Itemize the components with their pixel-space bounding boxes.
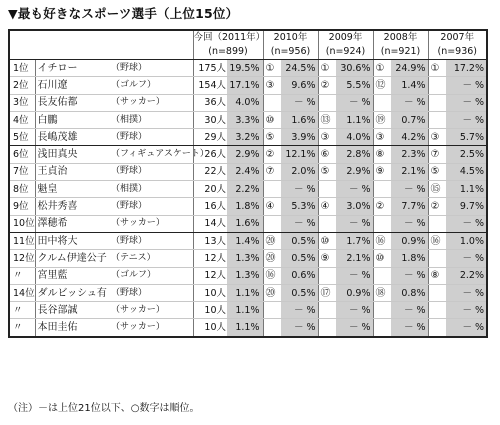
past-rank-cell [263, 302, 281, 319]
header-year-2010: 2010年 [263, 30, 318, 45]
table-row [9, 111, 487, 128]
rank-cell: 4位 [9, 111, 35, 128]
athlete-name: 王貞治 [35, 163, 111, 180]
past-percent-cell: 5.3% [281, 198, 318, 215]
past-rank-cell: ③ [373, 129, 391, 146]
past-rank-cell [373, 267, 391, 284]
percent-cell: 1.3% [227, 250, 263, 267]
past-rank-cell: ⑤ [318, 163, 336, 180]
past-percent-cell: － % [336, 267, 373, 284]
past-rank-cell: ④ [318, 198, 336, 215]
past-percent-cell: － % [281, 94, 318, 111]
past-percent-cell: 9.7% [446, 198, 487, 215]
sport-label: （ゴルフ） [111, 267, 193, 284]
athlete-name: イチロー [35, 60, 111, 77]
past-percent-cell: 2.1% [391, 163, 428, 180]
past-percent-cell: 0.5% [281, 250, 318, 267]
percent-cell: 19.5% [227, 60, 263, 77]
percent-cell: 2.4% [227, 163, 263, 180]
percent-cell: 1.6% [227, 215, 263, 232]
athlete-name: 松井秀喜 [35, 198, 111, 215]
percent-cell: 1.1% [227, 319, 263, 337]
header-blank-2 [9, 45, 193, 60]
table-title: ▼最も好きなスポーツ選手（上位15位） [8, 6, 239, 21]
percent-cell: 1.8% [227, 198, 263, 215]
athlete-name: クルム伊達公子 [35, 250, 111, 267]
past-rank-cell: ② [263, 146, 281, 163]
past-rank-cell: ⑮ [428, 181, 446, 198]
past-percent-cell: 3.0% [336, 198, 373, 215]
past-rank-cell [428, 77, 446, 94]
header-row-year [9, 30, 487, 45]
past-rank-cell: ① [263, 60, 281, 77]
past-rank-cell: ⑰ [318, 284, 336, 301]
past-percent-cell: － % [391, 302, 428, 319]
past-percent-cell: － % [446, 302, 487, 319]
ranking-table [8, 29, 488, 338]
past-percent-cell: － % [391, 181, 428, 198]
athlete-name: 長友佑都 [35, 94, 111, 111]
athlete-name: 長谷部誠 [35, 302, 111, 319]
past-rank-cell [428, 284, 446, 301]
athlete-name: 澤穂希 [35, 215, 111, 232]
athlete-name: 魁皇 [35, 181, 111, 198]
past-percent-cell: 0.5% [281, 232, 318, 249]
past-rank-cell: ③ [318, 129, 336, 146]
past-rank-cell [318, 267, 336, 284]
athlete-name: 宮里藍 [35, 267, 111, 284]
rank-cell: 3位 [9, 94, 35, 111]
footnote: （注）－は上位21位以下、○数字は順位。 [8, 403, 200, 414]
count-cell: 12人 [193, 267, 227, 284]
rank-cell: 〃 [9, 302, 35, 319]
past-rank-cell: ⑳ [263, 232, 281, 249]
past-percent-cell: 9.6% [281, 77, 318, 94]
percent-cell: 2.2% [227, 181, 263, 198]
past-rank-cell [373, 302, 391, 319]
header-current: 今回（2011年） [193, 32, 266, 43]
rank-cell: 1位 [9, 60, 35, 77]
table-row [9, 163, 487, 180]
header-n-2008: (n=921) [373, 45, 428, 60]
count-cell: 29人 [193, 129, 227, 146]
past-rank-cell [318, 181, 336, 198]
past-rank-cell [263, 215, 281, 232]
past-percent-cell: 4.2% [391, 129, 428, 146]
past-percent-cell: 2.5% [446, 146, 487, 163]
past-percent-cell: 12.1% [281, 146, 318, 163]
count-cell: 26人 [193, 146, 227, 163]
past-percent-cell: 0.8% [391, 284, 428, 301]
table-row [9, 181, 487, 198]
past-percent-cell: 24.9% [391, 60, 428, 77]
sport-label: （サッカー） [111, 319, 193, 337]
past-percent-cell: 1.1% [446, 181, 487, 198]
past-rank-cell: ⑱ [373, 284, 391, 301]
count-cell: 13人 [193, 232, 227, 249]
past-rank-cell: ⑨ [318, 250, 336, 267]
past-percent-cell: 2.1% [336, 250, 373, 267]
past-rank-cell [428, 302, 446, 319]
past-rank-cell: ③ [428, 129, 446, 146]
past-percent-cell: － % [446, 284, 487, 301]
past-percent-cell: － % [391, 319, 428, 337]
header-n-2007: (n=936) [428, 45, 487, 60]
count-cell: 36人 [193, 94, 227, 111]
count-cell: 22人 [193, 163, 227, 180]
rank-cell: 〃 [9, 267, 35, 284]
ranking-table-body [9, 60, 487, 337]
count-cell: 10人 [193, 302, 227, 319]
past-rank-cell: ⑨ [373, 163, 391, 180]
past-rank-cell: ③ [263, 77, 281, 94]
past-percent-cell: 2.3% [391, 146, 428, 163]
athlete-name: 石川遼 [35, 77, 111, 94]
rank-cell: 12位 [9, 250, 35, 267]
table-row [9, 129, 487, 146]
past-rank-cell [428, 319, 446, 337]
past-percent-cell: 4.0% [336, 129, 373, 146]
past-percent-cell: 0.9% [391, 232, 428, 249]
table-row [9, 302, 487, 319]
past-rank-cell: ⑤ [428, 163, 446, 180]
past-percent-cell: 4.5% [446, 163, 487, 180]
rank-cell: 7位 [9, 163, 35, 180]
percent-cell: 2.9% [227, 146, 263, 163]
past-percent-cell: 0.6% [281, 267, 318, 284]
past-rank-cell: ⑩ [318, 232, 336, 249]
past-percent-cell: 0.7% [391, 111, 428, 128]
past-rank-cell [318, 302, 336, 319]
header-blank [9, 30, 193, 45]
past-percent-cell: 0.9% [336, 284, 373, 301]
past-percent-cell: 1.0% [446, 232, 487, 249]
past-percent-cell: － % [281, 215, 318, 232]
past-rank-cell: ⑧ [373, 146, 391, 163]
athlete-name: ダルビッシュ有 [35, 284, 111, 301]
sport-label: （野球） [111, 198, 193, 215]
past-percent-cell: － % [446, 215, 487, 232]
past-rank-cell [318, 94, 336, 111]
past-percent-cell: － % [336, 302, 373, 319]
past-percent-cell: 24.5% [281, 60, 318, 77]
past-rank-cell: ⑦ [428, 146, 446, 163]
percent-cell: 1.3% [227, 267, 263, 284]
table-row [9, 77, 487, 94]
past-rank-cell [318, 215, 336, 232]
past-rank-cell: ⑳ [263, 284, 281, 301]
past-rank-cell: ① [318, 60, 336, 77]
past-percent-cell: － % [336, 319, 373, 337]
past-rank-cell [373, 94, 391, 111]
past-rank-cell [318, 319, 336, 337]
percent-cell: 1.1% [227, 284, 263, 301]
past-rank-cell: ⑫ [373, 77, 391, 94]
rank-cell: 11位 [9, 232, 35, 249]
header-year-2007: 2007年 [428, 30, 487, 45]
sport-label: （野球） [111, 284, 193, 301]
rank-cell: 〃 [9, 319, 35, 337]
past-percent-cell: 5.7% [446, 129, 487, 146]
past-percent-cell: 2.9% [336, 163, 373, 180]
rank-cell: 10位 [9, 215, 35, 232]
count-cell: 10人 [193, 319, 227, 337]
rank-cell: 8位 [9, 181, 35, 198]
percent-cell: 4.0% [227, 94, 263, 111]
past-percent-cell: 2.2% [446, 267, 487, 284]
rank-cell: 5位 [9, 129, 35, 146]
table-row [9, 60, 487, 77]
past-percent-cell: － % [281, 319, 318, 337]
past-percent-cell: － % [391, 215, 428, 232]
past-rank-cell: ⑩ [263, 111, 281, 128]
count-cell: 20人 [193, 181, 227, 198]
sport-label: （野球） [111, 232, 193, 249]
past-percent-cell: 1.7% [336, 232, 373, 249]
past-percent-cell: － % [281, 302, 318, 319]
past-percent-cell: 7.7% [391, 198, 428, 215]
percent-cell: 1.4% [227, 232, 263, 249]
past-rank-cell [373, 215, 391, 232]
past-percent-cell: － % [446, 111, 487, 128]
past-rank-cell: ① [373, 60, 391, 77]
sport-label: （サッカー） [111, 215, 193, 232]
past-percent-cell: － % [446, 250, 487, 267]
table-row [9, 250, 487, 267]
rank-cell: 14位 [9, 284, 35, 301]
past-rank-cell: ⑩ [373, 250, 391, 267]
table-row [9, 198, 487, 215]
past-rank-cell [428, 250, 446, 267]
past-rank-cell [263, 319, 281, 337]
past-percent-cell: － % [336, 215, 373, 232]
percent-cell: 1.1% [227, 302, 263, 319]
past-percent-cell: 17.2% [446, 60, 487, 77]
rank-cell: 2位 [9, 77, 35, 94]
past-percent-cell: 1.4% [391, 77, 428, 94]
past-percent-cell: 30.6% [336, 60, 373, 77]
past-rank-cell: ① [428, 60, 446, 77]
past-percent-cell: 0.5% [281, 284, 318, 301]
past-percent-cell: － % [446, 77, 487, 94]
past-percent-cell: 1.1% [336, 111, 373, 128]
past-rank-cell: ② [373, 198, 391, 215]
header-row-n [9, 45, 487, 60]
header-year-2009: 2009年 [318, 30, 373, 45]
past-rank-cell [263, 181, 281, 198]
header-year-2008: 2008年 [373, 30, 428, 45]
past-percent-cell: 1.6% [281, 111, 318, 128]
athlete-name: 白鵬 [35, 111, 111, 128]
header-n-2009: (n=924) [318, 45, 373, 60]
sport-label: （野球） [111, 163, 193, 180]
past-percent-cell: － % [281, 181, 318, 198]
sport-label: （テニス） [111, 250, 193, 267]
past-rank-cell: ⑲ [373, 111, 391, 128]
past-rank-cell: ⑦ [263, 163, 281, 180]
sport-label: （野球） [111, 60, 193, 77]
count-cell: 30人 [193, 111, 227, 128]
past-rank-cell: ⑧ [428, 267, 446, 284]
past-rank-cell [428, 94, 446, 111]
percent-cell: 3.2% [227, 129, 263, 146]
past-percent-cell: 1.8% [391, 250, 428, 267]
past-rank-cell: ⑥ [318, 146, 336, 163]
past-rank-cell: ② [318, 77, 336, 94]
sport-label: （相撲） [111, 111, 193, 128]
past-percent-cell: 2.8% [336, 146, 373, 163]
past-rank-cell [428, 215, 446, 232]
header-current-n: (n=899) [193, 45, 263, 60]
athlete-name: 田中将大 [35, 232, 111, 249]
table-row [9, 146, 487, 163]
count-cell: 175人 [193, 60, 227, 77]
table-row [9, 284, 487, 301]
past-rank-cell: ⑬ [318, 111, 336, 128]
past-rank-cell: ⑯ [263, 267, 281, 284]
count-cell: 16人 [193, 198, 227, 215]
rank-cell: 9位 [9, 198, 35, 215]
past-rank-cell [263, 94, 281, 111]
table-row [9, 94, 487, 111]
past-percent-cell: － % [336, 181, 373, 198]
header-n-2010: (n=956) [263, 45, 318, 60]
past-rank-cell: ⑯ [373, 232, 391, 249]
athlete-name: 長嶋茂雄 [35, 129, 111, 146]
table-row [9, 215, 487, 232]
percent-cell: 3.3% [227, 111, 263, 128]
past-percent-cell: － % [391, 94, 428, 111]
table-row [9, 319, 487, 337]
past-rank-cell: ⑤ [263, 129, 281, 146]
past-rank-cell: ② [428, 198, 446, 215]
past-rank-cell [373, 181, 391, 198]
sport-label: （サッカー） [111, 94, 193, 111]
athlete-name: 本田圭佑 [35, 319, 111, 337]
past-percent-cell: 3.9% [281, 129, 318, 146]
sport-label: （野球） [111, 129, 193, 146]
past-percent-cell: － % [446, 94, 487, 111]
past-percent-cell: － % [336, 94, 373, 111]
sport-label: （ゴルフ） [111, 77, 193, 94]
sport-label: （フィギュアスケート） [111, 146, 193, 163]
count-cell: 14人 [193, 215, 227, 232]
past-percent-cell: － % [446, 319, 487, 337]
count-cell: 10人 [193, 284, 227, 301]
sport-label: （サッカー） [111, 302, 193, 319]
past-percent-cell: 2.0% [281, 163, 318, 180]
table-row [9, 232, 487, 249]
past-percent-cell: 5.5% [336, 77, 373, 94]
table-row [9, 267, 487, 284]
percent-cell: 17.1% [227, 77, 263, 94]
past-rank-cell [428, 111, 446, 128]
ranking-table-container [8, 29, 486, 338]
past-rank-cell: ⑳ [263, 250, 281, 267]
past-rank-cell: ④ [263, 198, 281, 215]
past-percent-cell: － % [391, 267, 428, 284]
athlete-name: 浅田真央 [35, 146, 111, 163]
sport-label: （相撲） [111, 181, 193, 198]
count-cell: 154人 [193, 77, 227, 94]
past-rank-cell [373, 319, 391, 337]
past-rank-cell: ⑯ [428, 232, 446, 249]
rank-cell: 6位 [9, 146, 35, 163]
count-cell: 12人 [193, 250, 227, 267]
